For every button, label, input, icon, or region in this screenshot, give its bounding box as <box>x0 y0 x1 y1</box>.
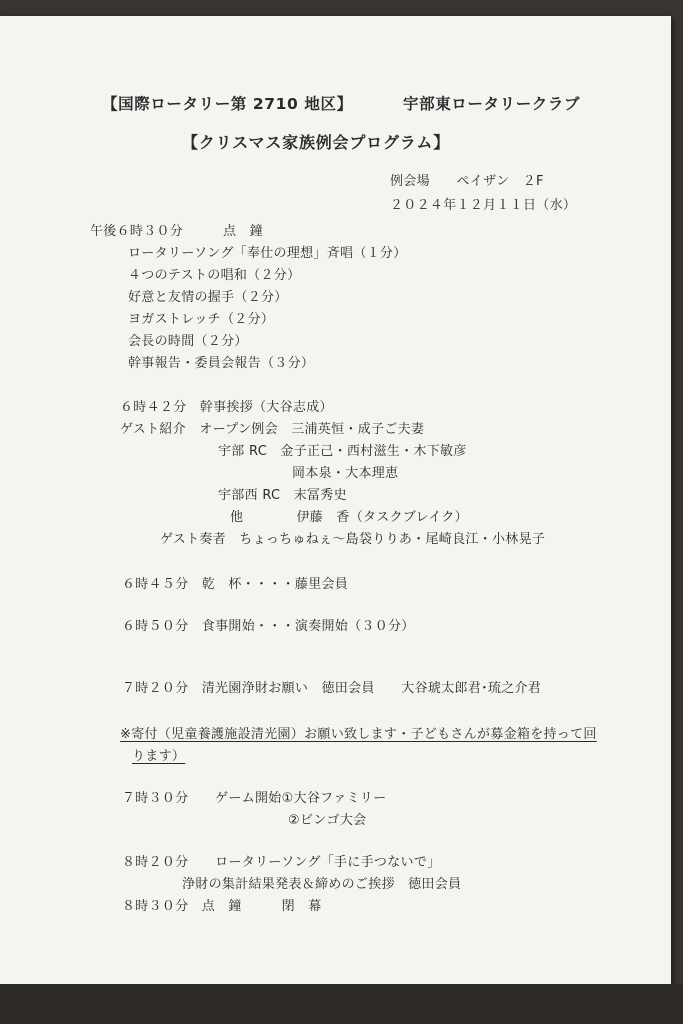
donation-note-cont: ります） <box>132 749 186 764</box>
program-line: 宇部西 RC 末冨秀史 <box>218 488 347 503</box>
program-line: 浄財の集計結果発表＆締めのご挨拶 徳田会員 <box>182 877 462 892</box>
program-line: ６時５０分 食事開始・・・演奏開始（３０分） <box>122 619 415 634</box>
program-sheet <box>0 16 671 984</box>
program-line: ６時４５分 乾 杯・・・・藤里会員 <box>122 577 349 592</box>
program-line: ７時３０分 ゲーム開始①大谷ファミリー <box>122 791 387 806</box>
club-name: 宇部東ロータリークラブ <box>403 95 581 113</box>
program-line: 会長の時間（２分） <box>128 334 248 349</box>
program-line: ゲスト奏者 ちょっちゅねぇ～島袋りりあ・尾崎良江・小林晃子 <box>160 532 546 547</box>
program-line: ヨガストレッチ（２分） <box>128 312 275 327</box>
program-line: ８時３０分 点 鐘 閉 幕 <box>122 899 322 914</box>
district-heading: 【国際ロータリー第 2710 地区】 <box>102 95 353 113</box>
program-line: 宇部 RC 金子正己・西村滋生・木下敏彦 <box>218 444 467 459</box>
venue-line: 例会場 ペイザン ２F <box>390 174 544 189</box>
program-line: 午後６時３０分 点 鐘 <box>90 224 263 239</box>
program-line: ②ビンゴ大会 <box>288 813 367 828</box>
program-line: ６時４２分 幹事挨拶（大谷志成） <box>120 400 333 415</box>
background-surface <box>0 984 683 1024</box>
program-line: 他 伊藤 香（タスクブレイク） <box>230 510 468 525</box>
program-line: ７時２０分 清光園浄財お願い 徳田会員 大谷琥太郎君･琉之介君 <box>122 681 542 696</box>
program-line: 幹事報告・委員会報告（３分） <box>128 356 315 371</box>
program-line: ロータリーソング「奉仕の理想」斉唱（１分） <box>128 246 407 261</box>
program-line: 好意と友情の握手（２分） <box>128 290 288 305</box>
program-title: 【クリスマス家族例会プログラム】 <box>182 133 451 152</box>
program-line: ８時２０分 ロータリーソング「手に手つないで」 <box>122 855 441 870</box>
donation-note: ※寄付（児童養護施設清光園）お願い致します・子どもさんが募金箱を持って回 <box>120 727 597 742</box>
date-line: ２０２４年１２月１１日（水） <box>390 198 577 213</box>
program-line: 岡本泉・大本理恵 <box>292 466 399 481</box>
program-line: ゲスト紹介 オープン例会 三浦英恒・成子ご夫妻 <box>120 422 425 437</box>
program-line: ４つのテストの唱和（２分） <box>128 268 301 283</box>
